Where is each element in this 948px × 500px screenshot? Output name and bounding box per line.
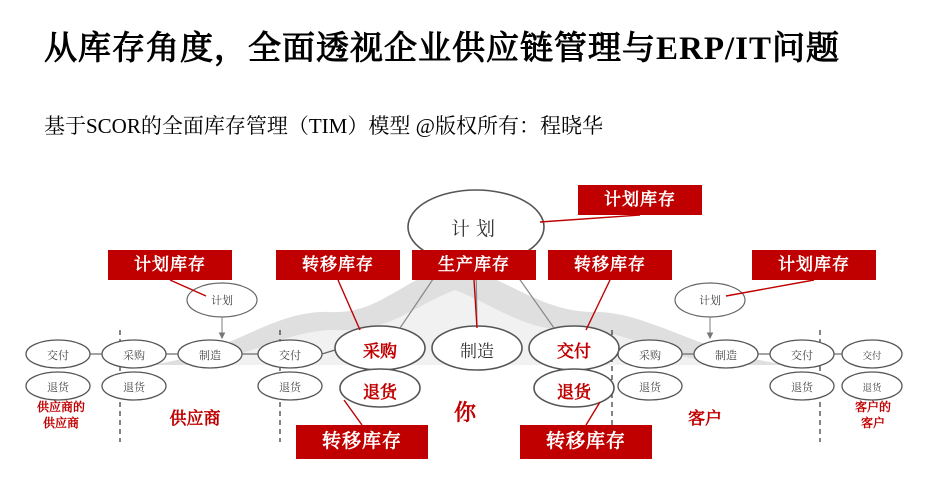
node-customer-return-3: 退货 <box>862 384 882 394</box>
node-deliver-main: 交付 <box>557 342 591 361</box>
stage-label-customer-of-customer-2: 客户 <box>860 416 885 430</box>
node-supplier-return-2: 退货 <box>123 382 145 394</box>
callout-plan-inventory-left[interactable]: 计划库存 <box>108 250 232 280</box>
scor-diagram <box>0 160 948 490</box>
stage-label-supplier: 供应商 <box>169 409 221 428</box>
node-supplier-return-3: 退货 <box>279 382 301 394</box>
callout-transfer-inventory-bottom-right[interactable]: 转移库存 <box>520 425 652 459</box>
node-supplier-2: 采购 <box>123 350 145 362</box>
node-return-in-main: 退货 <box>363 383 397 402</box>
stage-label-customer-of-customer-1: 客户的 <box>854 400 891 414</box>
callout-plan-inventory-right[interactable]: 计划库存 <box>752 250 876 280</box>
callout-transfer-inventory-left[interactable]: 转移库存 <box>276 250 400 280</box>
page-title: 从库存角度，全面透视企业供应链管理与ERP/IT问题 <box>44 31 841 67</box>
node-customer-3: 交付 <box>791 350 813 362</box>
node-plan-left: 计划 <box>211 295 233 307</box>
node-customer-return-2: 退货 <box>791 382 813 394</box>
node-plan-right: 计划 <box>699 295 721 307</box>
node-return-out-main: 退货 <box>557 383 591 402</box>
stage-label-you: 你 <box>453 400 476 425</box>
diagram-canvas <box>0 160 948 490</box>
callout-transfer-inventory-right[interactable]: 转移库存 <box>548 250 672 280</box>
node-customer-2: 制造 <box>715 350 737 362</box>
node-customer-return-1: 退货 <box>639 382 661 394</box>
callout-plan-inventory-top[interactable]: 计划库存 <box>578 185 702 215</box>
callout-production-inventory[interactable]: 生产库存 <box>412 250 536 280</box>
node-customer-1: 采购 <box>639 350 661 362</box>
node-make-main: 制造 <box>460 342 494 361</box>
node-supplier-return-1: 退货 <box>47 382 69 394</box>
page-subtitle: 基于SCOR的全面库存管理（TIM）模型 @版权所有：程晓华 <box>44 114 603 138</box>
node-supplier-1: 交付 <box>47 350 69 362</box>
node-customer-4: 交付 <box>862 352 882 362</box>
callout-transfer-inventory-bottom-left[interactable]: 转移库存 <box>296 425 428 459</box>
stage-label-customer: 客户 <box>688 409 722 428</box>
node-supplier-4: 交付 <box>279 350 301 362</box>
node-source-main: 采购 <box>363 342 397 361</box>
node-plan-main: 计划 <box>450 219 501 240</box>
stage-label-supplier-of-supplier-1: 供应商的 <box>36 400 85 414</box>
stage-label-supplier-of-supplier-2: 供应商 <box>42 416 79 430</box>
node-supplier-3: 制造 <box>199 350 221 362</box>
